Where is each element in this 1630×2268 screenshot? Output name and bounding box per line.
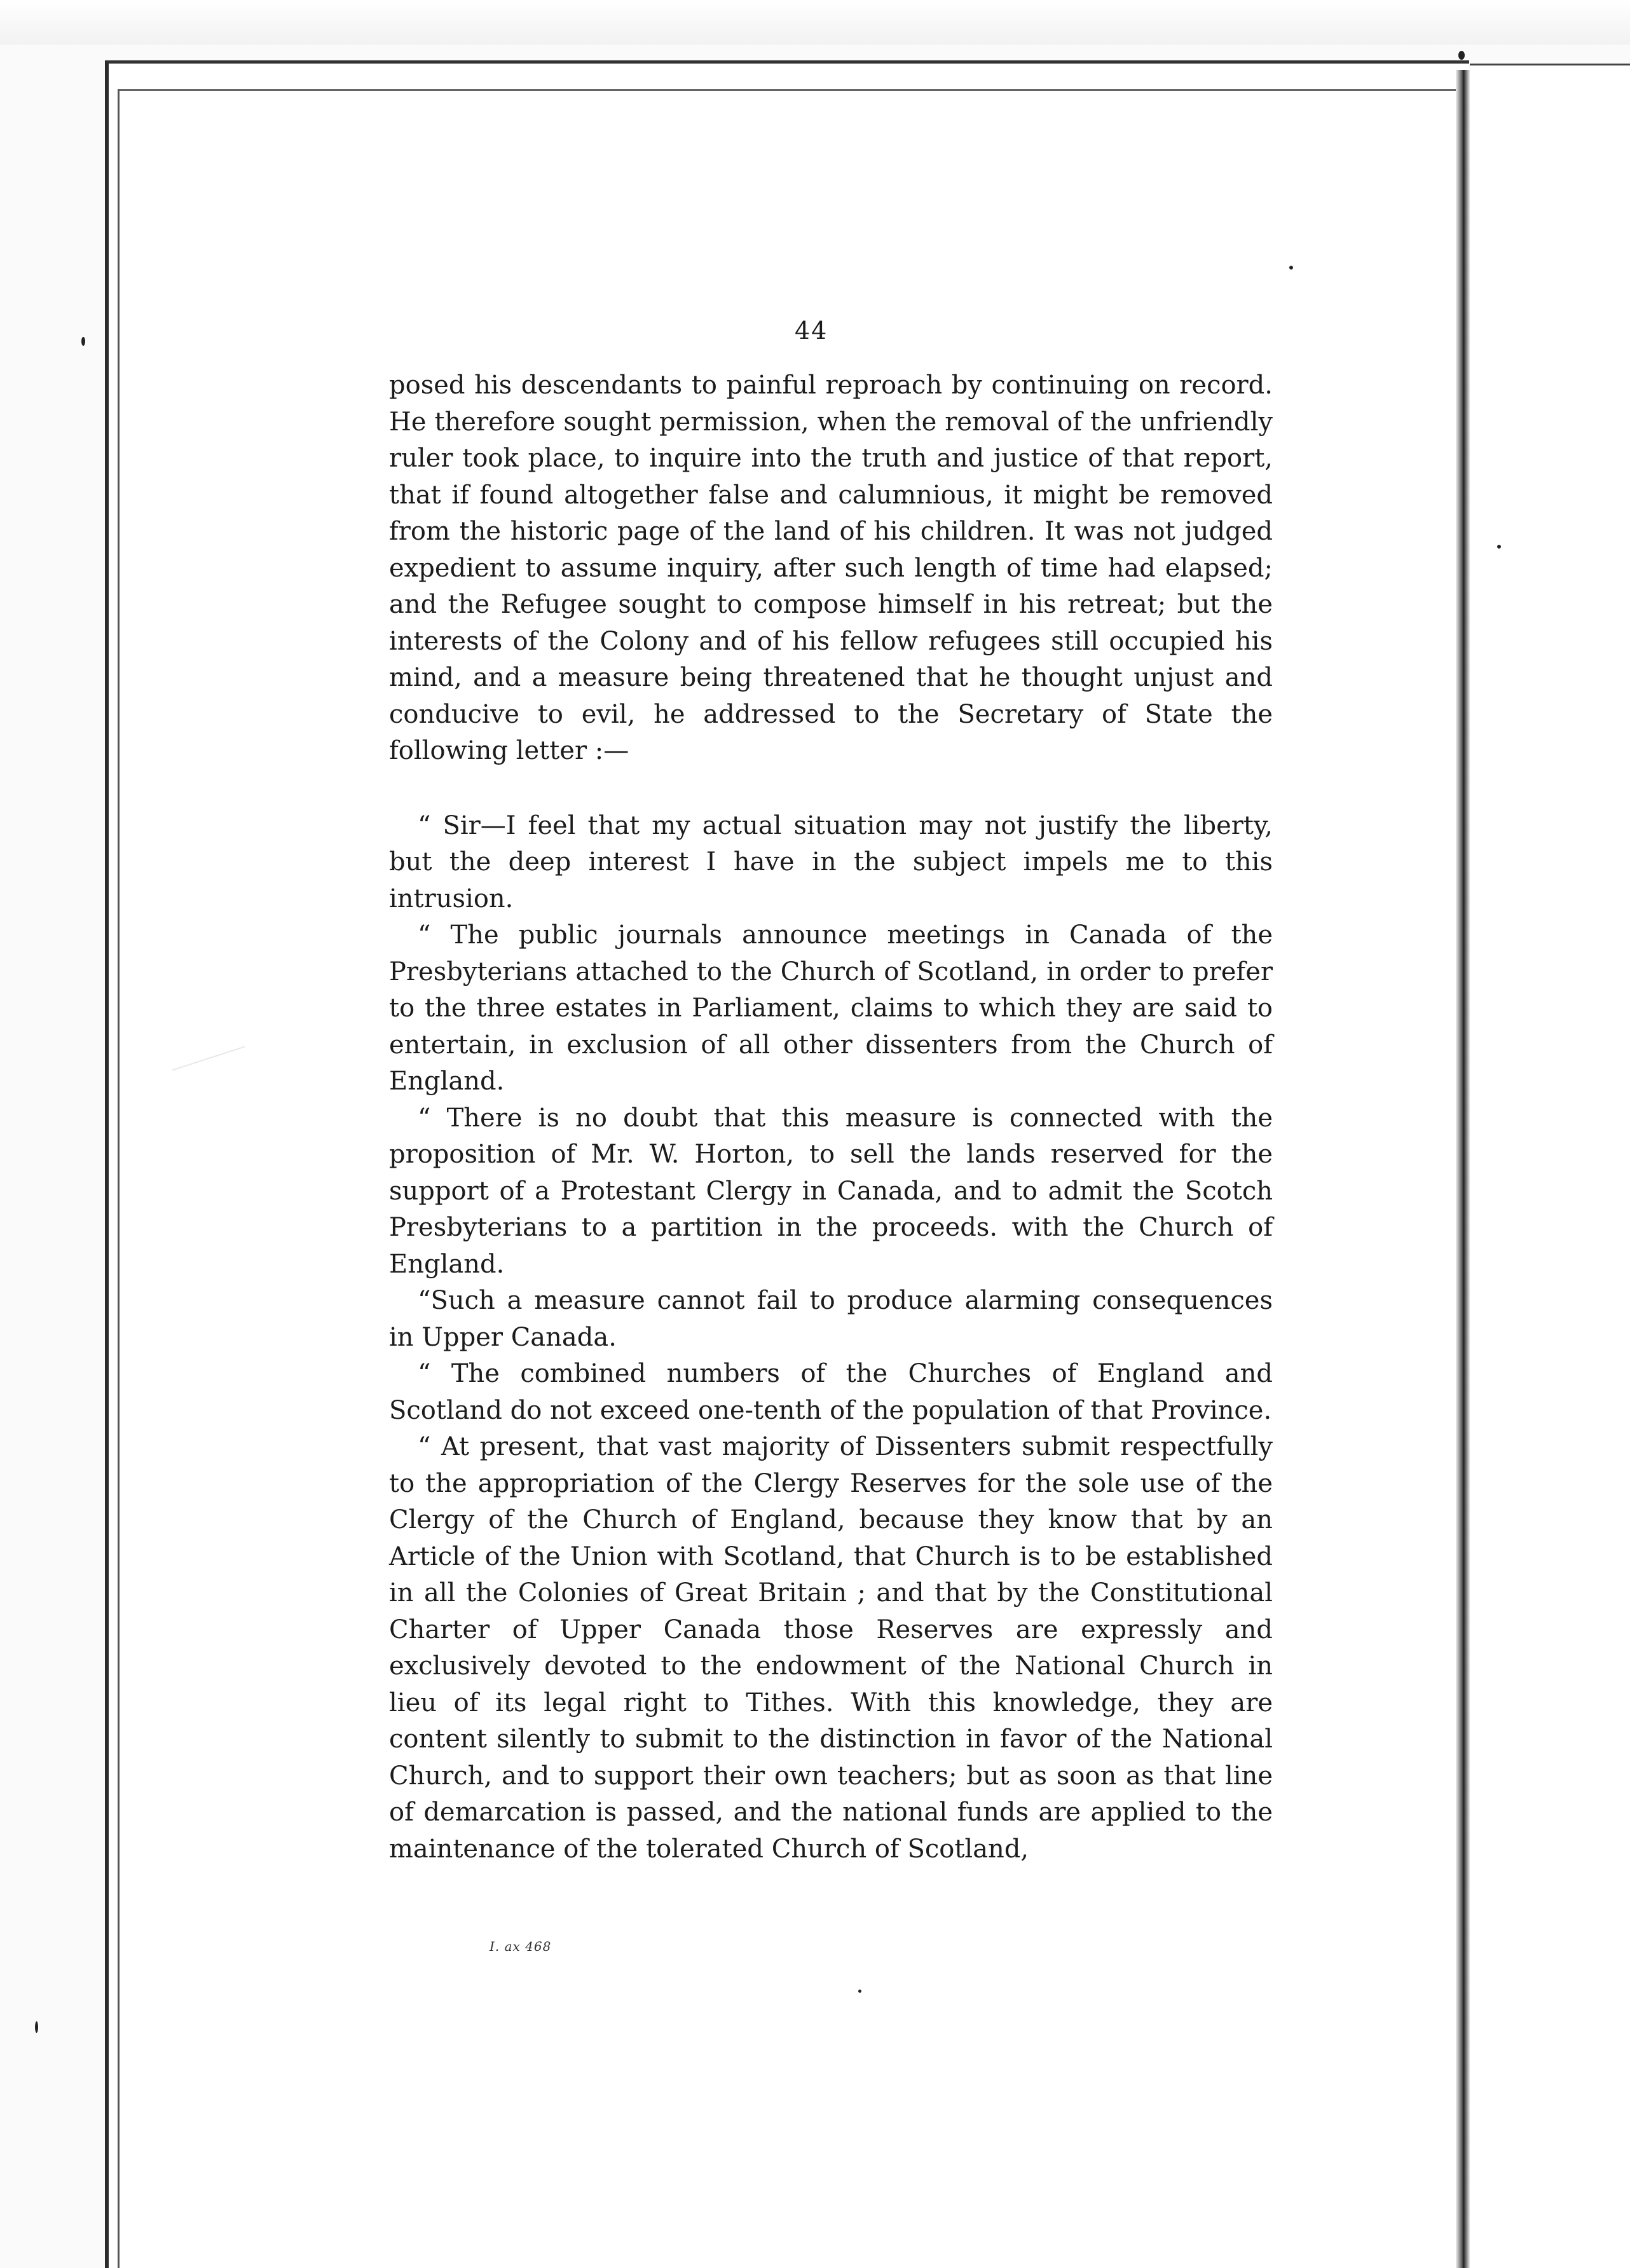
paragraph: “ The combined numbers of the Churches of England and Scotland do not exceed one-tenth of the population of that Province. [389, 1359, 1273, 1425]
letter-salutation: “ Sir—I feel that my actual situation may not justify the liberty, but the deep interest I have in the subject impels me to this intrusion. [389, 810, 1273, 913]
scan-speck [858, 1990, 861, 1993]
scan-speck [81, 337, 85, 346]
printer-signature-mark: I. ax 468 [490, 1939, 552, 1954]
facing-page-edge [1470, 64, 1630, 2268]
paragraph: “ The public journals announce meetings in Canada of the Presbyterians attached to the Church of Scotland, in order to prefer to the three estates in Parliament, claims to which they are said to entertain, in exclusion of all other dissenters from the Church of England. [389, 920, 1273, 1096]
scan-speck [1289, 266, 1293, 270]
scan-background [0, 0, 1630, 44]
paragraph: “Such a measure cannot fail to produce alarming consequences in Upper Canada. [389, 1286, 1273, 1352]
paragraph: “ There is no doubt that this measure is connected with the proposition of Mr. W. Horton, to sell the lands reserved for the support of a Protestant Clergy in Canada, and to admit the Scotch Presbyterians to a partition in the proceeds. with the Church of England. [389, 1103, 1273, 1279]
body-text [389, 367, 1273, 1868]
scan-speck [1458, 51, 1465, 60]
paragraph: “ At present, that vast majority of Dissenters submit respectfully to the appropriation of the Clergy Reserves for the sole use of the Clergy of the Church of England, because they know that by an Article of the Union with Scotland, that Church is to be established in all the Colonies of Great Britain ; and that by the Constitutional Charter of Upper Canada those Reserves are expressly and exclusively devoted to the endowment of the National Church in lieu of its legal right to Tithes. With this knowledge, they are content silently to submit to the distinction in favor of the National Church, and to support their own teachers; but as soon as that line of demarcation is passed, and the national funds are applied to the maintenance of the tolerated Church of Scotland, [389, 1432, 1273, 1864]
page-number: 44 [795, 317, 828, 345]
book-gutter [1456, 70, 1470, 2268]
scan-speck [1497, 545, 1501, 549]
scan-speck [35, 2021, 38, 2033]
paragraph: posed his descendants to painful reproach by continuing on record. He therefore sought permission, when the removal of the unfriendly ruler took place, to inquire into the truth and justice of that report, that if found altogether false and calumnious, it might be removed from the historic page of the land of his children. It was not judged expedient to assume inquiry, after such length of time had elapsed; and the Refugee sought to compose himself in his retreat; but the interests of the Colony and of his fellow refugees still occupied his mind, and a measure being threatened that he thought unjust and conducive to evil, he addressed to the Secretary of State the following letter :— [389, 371, 1273, 765]
